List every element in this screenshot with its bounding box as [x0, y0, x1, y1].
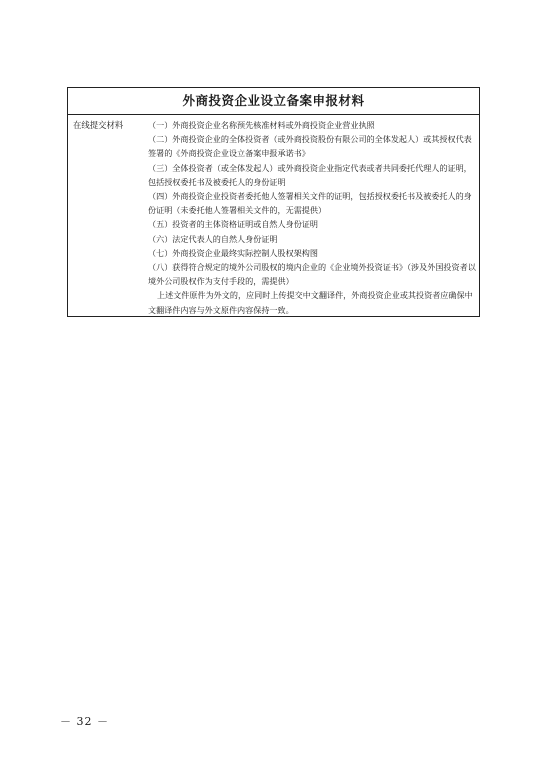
page-number: － 32 － [60, 715, 109, 728]
filing-materials-table [67, 87, 480, 317]
materials-note: 上述文件原件为外文的，应同时上传提交中文翻译件，外商投资企业或其投资者应确保中文翻译件内容与外文原件内容保持一致。 [148, 290, 473, 315]
row-label-online-materials: 在线提交材料 [73, 120, 124, 130]
list-item: （八）获得符合规定的境外公司股权的境内企业的《企业境外投资证书》（涉及外国投资者以境外公司股权作为支付手段的，需提供） [148, 262, 476, 287]
list-item: （六）法定代表人的自然人身份证明 [148, 233, 278, 244]
list-item: （三）全体投资者（或全体发起人）或外商投资企业指定代表或者共同委托代理人的证明，包括授权委托书及被委托人的身份证明 [148, 162, 472, 187]
table-title: 外商投资企业设立备案申报材料 [68, 88, 479, 115]
materials-list [148, 118, 476, 317]
list-item: （四）外商投资企业投资者委托他人签署相关文件的证明，包括授权委托书及被委托人的身份证明（未委托他人签署相关文件的，无需提供） [148, 191, 472, 216]
list-item: （七）外商投资企业最终实际控制人股权架构图 [148, 247, 318, 258]
list-item: （二）外商投资企业的全体投资者（或外商投资股份有限公司的全体发起人）或其授权代表签署的《外商投资企业设立备案申报承诺书》 [148, 134, 472, 159]
list-item: （五）投资者的主体资格证明或自然人身份证明 [148, 219, 318, 230]
list-item: （一）外商投资企业名称预先核准材料或外商投资企业营业执照 [148, 120, 375, 130]
